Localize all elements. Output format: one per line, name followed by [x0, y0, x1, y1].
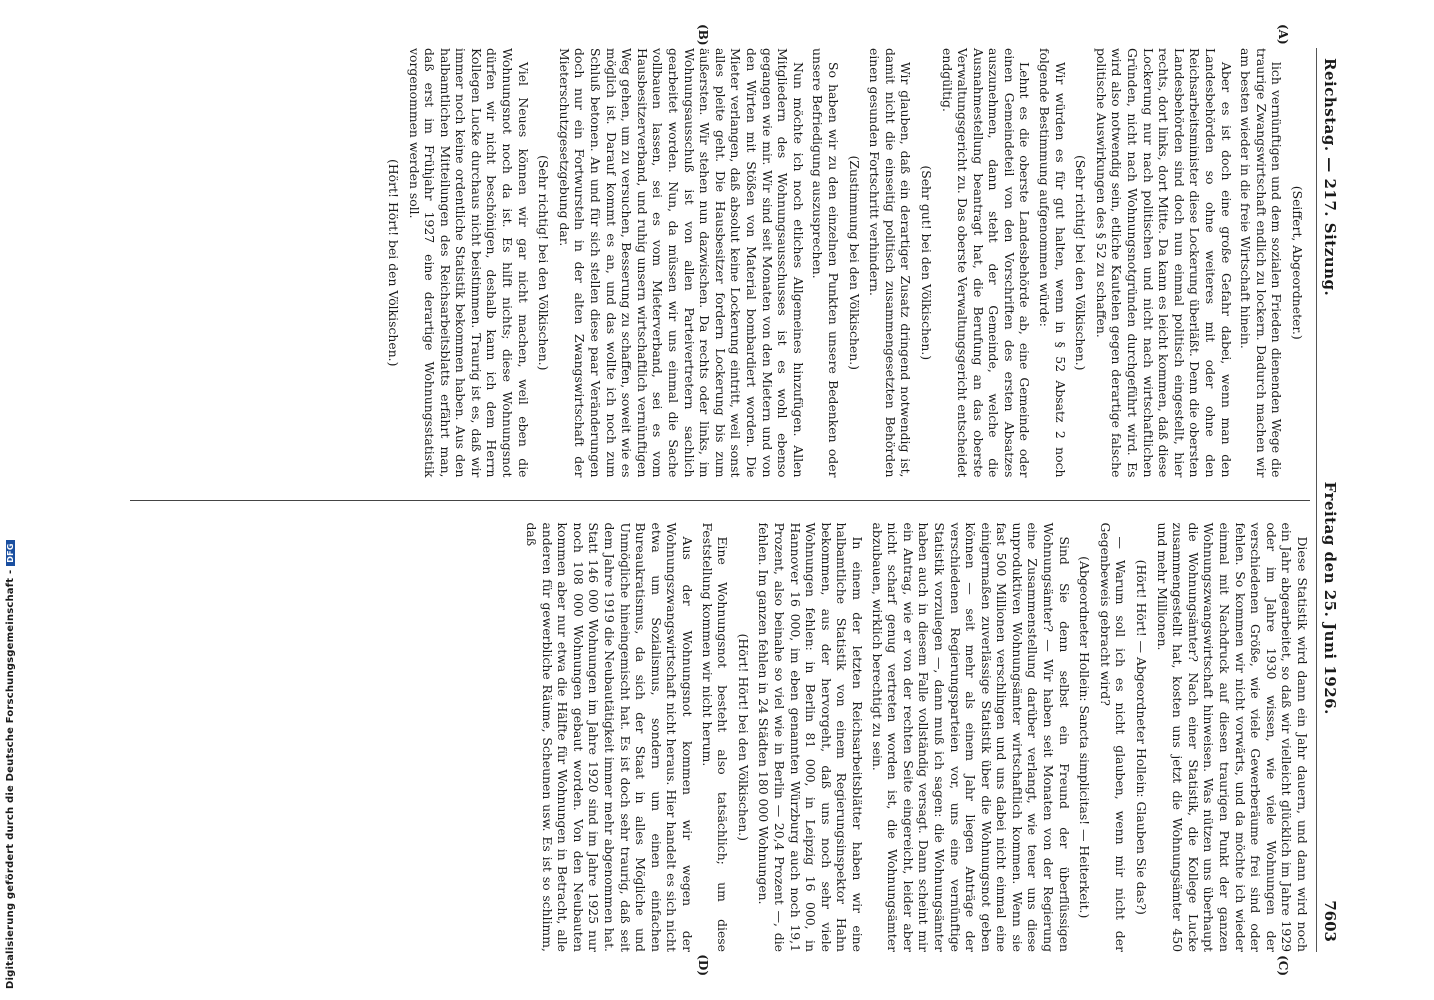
- interjection: (Zustimmung bei den Völkischen.): [846, 155, 862, 370]
- paragraph: In einem der letzten Reichsarbeitsblätter haben wir eine halbamtliche Statistik von einem Regierungsinspektor Hahn bekommen, aus der hervorgeht, daß uns noch sehr viele Wohnungen fehlen: in Berlin 81 000, in Leipzig 16 000, in Hannover 16 000, im eben genannten Würzburg auch noch 19,1 Prozent, also beinahe so viel wie in Berlin — 20,4 Prozent —, die fehlen. Im ganzen fehlen in 24 Städten 180 000 Wohnungen.: [756, 522, 865, 952]
- interjection: (Hört! Hört! bei den Völkischen.): [385, 159, 401, 367]
- paragraph: Lehnt es die oberste Landesbehörde ab, eine Gemeinde oder einen Gemeindeteil von den Vorschriften des ersten Absatzes auszunehmen, dann steht der Gemeinde, welche die Ausnahmestellung beantragt hat, die Berufung an das oberste Verwaltungsgericht zu. Das oberste Verwaltungsgericht entscheidet endgültig.: [939, 48, 1033, 478]
- paragraph: Aber es ist doch eine große Gefahr dabei, wenn man den Landesbehörden so ohne weiteres mit oder ohne den Reichsarbeitsminister diese Lockerung überläßt. Denn die obersten Landesbehörden sind doch nun einmal politisch eingestellt, hier rechts, dort links, dort Mitte. Da kann es leicht kommen, daß diese Lockerung nur nach politischen und nicht nach wirtschaftlichen Gründen, nicht nach Wohnungsnotgründen durchgeführt wird. Es wird also notwendig sein, etliche Kautelen gegen derartige falsche politische Auswirkungen des § 52 zu schaffen.: [1093, 48, 1234, 478]
- column-divider: [130, 500, 1310, 501]
- margin-mark-c: (C): [1276, 955, 1290, 976]
- paragraph: lich vernünftigen und dem sozialen Frieden dienenden Wege die traurige Zwangswirtschaft endlich zu lockern. Dadurch machen wir am besten wieder in die freie Wirtschaft hinein.: [1238, 48, 1285, 478]
- margin-mark-b: (B): [696, 24, 710, 46]
- scanned-page-area: [30, 0, 1425, 1000]
- paragraph: Viel Neues können wir gar nicht machen, weil eben die Wohnungsnot noch da ist. Es hilft nichts; diese Wohnungsnot dürfen wir nicht beschönigen, deshalb kann ich dem Herrn Kollegen Lucke durchaus nicht beistimmen. Traurig ist es, daß wir immer noch keine ordentliche Statistik bekommen haben. Aus den halbamtlichen Mitteilungen des Reichsarbeitsblatts erfährt man, daß erst im Frühjahr 1927 eine derartige Wohnungsstatistik vorgenommen werden soll.: [406, 48, 531, 478]
- paragraph: So haben wir zu den einzelnen Punkten unsere Bedenken oder unsere Befriedigung auszusprechen.: [810, 48, 841, 478]
- paragraph: Sind Sie denn selbst ein Freund der überflüssigen Wohnungsämter? — Wir haben seit Monaten von der Regierung eine Zusammenstellung darüber verlangt, wie teuer uns diese unproduktiven Wohnungsämter wirtschaftlich kommen. Wenn sie fast 500 Millionen verschlingen und uns dabei nicht einmal eine einigermaßen zuverlässige Statistik über die Wohnungsnot geben können — seit mehr als einem Jahr liegen Anträge der verschiedenen Regierungsparteien vor, uns eine vernünftige Statistik vorzulegen —, dann muß ich sagen: die Wohnungsämter haben auch in diesem Falle vollständig versagt. Dann scheint mir ein Antrag, wie er von der rechten Seite eingereicht, leider aber nicht scharf genug vertreten worden ist, die Wohnungsämter abzubauen, wirklich berechtigt zu sein.: [869, 522, 1072, 952]
- page-header: [1316, 48, 1339, 952]
- left-column: [130, 24, 1310, 478]
- paragraph: Aus der Wohnungsnot kommen wir wegen der Wohnungszwangswirtschaft nicht heraus. Hier handelt es sich nicht etwa um Sozialismus, sondern um einen einfachen Bureaukratismus, da sich der Staat in alles Mögliche und Unmögliche hineingemischt hat. Es ist doch sehr traurig, daß seit dem Jahre 1919 die Neubautätigkeit immer mehr abgenommen hat. Statt 146 000 Wohnungen im Jahre 1920 sind im Jahre 1925 nur noch 108 000 Wohnungen gebaut worden. Von den Neubauten kommen aber nur etwa die Hälfte für Wohnungen in Betracht, alle anderen für gewerbliche Räume, Scheunen usw. Es ist so schlimm, daß: [524, 522, 696, 952]
- dfg-logo: DFG: [6, 540, 15, 565]
- paragraph: Nun möchte ich noch etliches Allgemeines hinzufügen. Allen Mitgliedern des Wohnungsausschusses ist es wohl ebenso gegangen wie mir. Wir sind seit Monaten von den Mietern und von den Wirten mit Stößen von Material bombardiert worden. Die Mieter verlangen, daß absolut keine Lockerung eintritt, weil sonst alles pleite geht. Die Hausbesitzer fordern Lockerung bis zum äußersten. Wir stehen nun dazwischen. Da rechts oder links, im Wohnungsausschuß ist von allen Parteivertretern sachlich gearbeitet worden. Nun, da müssen wir uns einmal die Sache vollbauen lassen, sei es vom Mieterverband, sei es vom Hausbesitzerverband, und ruhig unsern wirtschaftlich vernünftigen Weg gehen, um zu versuchen, Besserung zu schaffen, soweit wie es möglich ist. Darauf kommt es an, und das wollte ich noch zum Schluß betonen. An und für sich stellen diese paar Veränderungen doch nur ein Fortwursteln in der alten Zwangswirtschaft der Mieterschutzgesetzgebung dar.: [556, 48, 806, 478]
- digitization-note: [0, 0, 18, 1000]
- paragraph: Wir glauben, daß ein derartiger Zusatz dringend notwendig ist, damit nicht die einseitig politisch zusammengesetzten Behörden einen gesunden Fortschritt verhindern.: [867, 48, 914, 478]
- right-column: [130, 522, 1310, 976]
- session-date: Freitag den 25. Juni 1926.: [1321, 481, 1339, 715]
- paragraph: Eine Wohnungsnot besteht also tatsächlich; um diese Feststellung kommen wir nicht herum.: [699, 522, 731, 952]
- interjection: (Hört! Hört! — Abgeordneter Hollein: Glauben Sie das?): [1134, 559, 1150, 915]
- interjection: (Sehr richtig! bei den Völkischen.): [536, 154, 552, 371]
- digitization-note-text: Digitalisierung gefördert durch die Deutsche Forschungsgemeinschaft -: [4, 569, 16, 989]
- margin-mark-a: (A): [1276, 24, 1290, 45]
- interjection: (Sehr gut! bei den Völkischen.): [918, 165, 934, 361]
- margin-mark-d: (D): [696, 954, 710, 976]
- interjection: (Hört! Hört! bei den Völkischen.): [735, 633, 751, 841]
- page-number: 7603: [1321, 900, 1339, 942]
- interjection: (Abgeordneter Hollein: Sancta simplicitas! — Heiterkeit.): [1077, 556, 1093, 919]
- document-page: [107, 20, 1347, 980]
- interjection: (Seiffert, Abgeordneter.): [1290, 185, 1305, 340]
- paragraph: Wir würden es für gut halten, wenn in § 52 Absatz 2 noch folgende Bestimmung aufgenommen würde:: [1037, 48, 1068, 478]
- paragraph: Diese Statistik wird dann ein Jahr dauern, und dann wird noch ein Jahr abgearbeitet, so daß wir vielleicht glücklich im Jahre 1929 oder im Jahre 1930 wissen, wie viele Wohnungen der verschiedenen Größe, wie viele Gewerberäume frei sind oder fehlen. So kommen wir nicht vorwärts, und da möchte ich wieder einmal mit Nachdruck auf diesen traurigen Punkt der ganzen Wohnungszwangswirtschaft hinweisen. Was nützen uns überhaupt die Wohnungsämter? Nach einer Statistik, die Kollege Lucke zusammengestellt hat, kosten uns jetzt die Wohnungsämter 450 und mehr Millionen.: [1154, 522, 1310, 952]
- paragraph: — Warum soll ich es nicht glauben, wenn mir nicht der Gegenbeweis gebracht wird?: [1097, 522, 1129, 952]
- text-columns: [130, 24, 1310, 976]
- interjection: (Sehr richtig! bei den Völkischen.): [1073, 154, 1089, 371]
- session-title: Reichstag. — 217. Sitzung.: [1321, 58, 1339, 297]
